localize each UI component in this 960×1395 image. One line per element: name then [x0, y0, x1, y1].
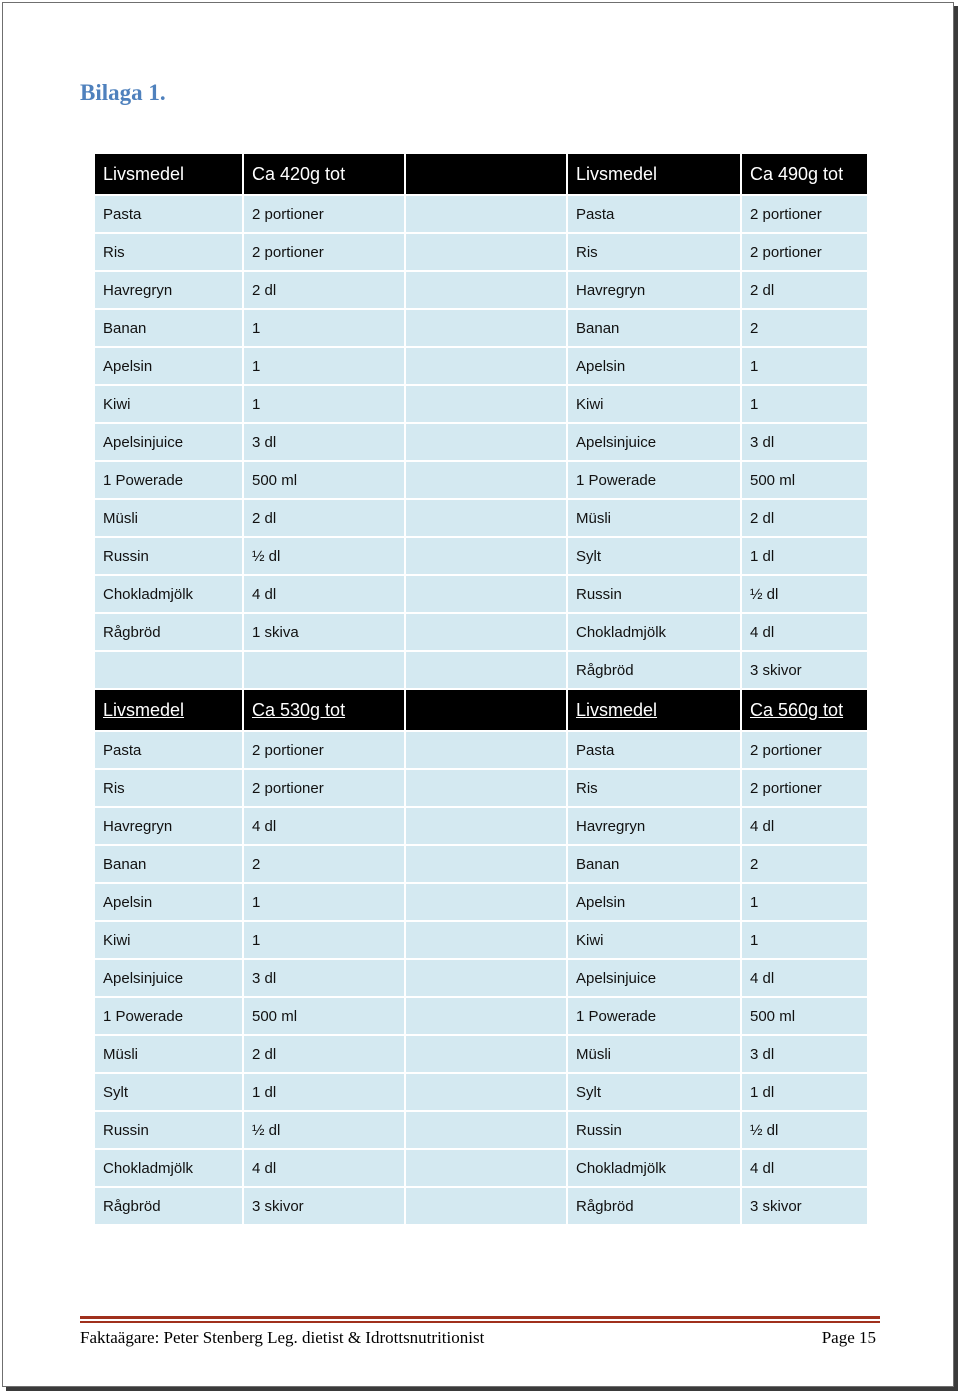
table-cell — [406, 770, 566, 806]
appendix-heading: Bilaga 1. — [80, 80, 166, 105]
table-cell: 2 portioner — [742, 732, 867, 768]
table-cell: Sylt — [568, 538, 740, 574]
table-cell: Chokladmjölk — [95, 1150, 242, 1186]
table-cell: Kiwi — [568, 386, 740, 422]
table-cell — [406, 884, 566, 920]
table-cell: Russin — [568, 1112, 740, 1148]
table-row — [95, 884, 867, 920]
table-cell: Kiwi — [95, 386, 242, 422]
table-cell: ½ dl — [244, 1112, 404, 1148]
table-cell: 2 — [742, 846, 867, 882]
table-cell: 2 portioner — [244, 234, 404, 270]
header-cell — [406, 154, 566, 194]
table-row — [95, 652, 867, 688]
table-cell: 1 skiva — [244, 614, 404, 650]
table-cell: Chokladmjölk — [568, 614, 740, 650]
table-cell: Apelsin — [95, 884, 242, 920]
header-cell: Ca 490g tot — [742, 154, 867, 194]
table-cell: 1 Powerade — [95, 462, 242, 498]
table-cell: Havregryn — [568, 808, 740, 844]
table-cell: Chokladmjölk — [95, 576, 242, 612]
table-cell: Sylt — [568, 1074, 740, 1110]
table-cell: 3 skivor — [742, 1188, 867, 1224]
table-cell: 500 ml — [742, 462, 867, 498]
table-cell: 4 dl — [742, 1150, 867, 1186]
table-cell: 1 dl — [244, 1074, 404, 1110]
table-cell: 3 dl — [244, 960, 404, 996]
table-cell: 3 skivor — [244, 1188, 404, 1224]
table-cell: ½ dl — [742, 1112, 867, 1148]
table-cell: 1 Powerade — [568, 998, 740, 1034]
table-cell: Kiwi — [568, 922, 740, 958]
table-cell — [406, 922, 566, 958]
footer-rule — [80, 1316, 880, 1319]
table-row — [95, 310, 867, 346]
table-cell: Banan — [568, 310, 740, 346]
table-row — [95, 732, 867, 768]
table-cell — [406, 960, 566, 996]
table-cell: 2 — [244, 846, 404, 882]
table-cell: 3 skivor — [742, 652, 867, 688]
table-row — [95, 348, 867, 384]
table-header-row — [95, 690, 867, 730]
header-cell: Livsmedel — [568, 154, 740, 194]
table-row — [95, 386, 867, 422]
table-cell: Pasta — [95, 196, 242, 232]
header-cell: Livsmedel — [95, 154, 242, 194]
table-cell — [406, 1188, 566, 1224]
table-row — [95, 998, 867, 1034]
table-cell: 4 dl — [742, 960, 867, 996]
table-cell: 2 dl — [244, 272, 404, 308]
table-cell: Banan — [568, 846, 740, 882]
table-cell: 4 dl — [742, 808, 867, 844]
footer-rule — [80, 1321, 880, 1323]
table-row — [95, 500, 867, 536]
food-table — [93, 152, 869, 1226]
table-cell: Banan — [95, 846, 242, 882]
table-cell: Havregryn — [568, 272, 740, 308]
table-cell: Ris — [95, 234, 242, 270]
header-cell: Ca 530g tot — [244, 690, 404, 730]
table-header-row — [95, 154, 867, 194]
table-cell: Müsli — [568, 1036, 740, 1072]
table-cell: 4 dl — [244, 576, 404, 612]
table-row — [95, 846, 867, 882]
table-cell: Sylt — [95, 1074, 242, 1110]
table-cell: Ris — [568, 770, 740, 806]
header-cell — [406, 690, 566, 730]
table-cell: 1 dl — [742, 1074, 867, 1110]
table-cell: 1 — [742, 884, 867, 920]
table-cell: Russin — [95, 1112, 242, 1148]
table-cell: Rågbröd — [568, 652, 740, 688]
table-cell: 3 dl — [244, 424, 404, 460]
table-cell — [406, 234, 566, 270]
table-row — [95, 234, 867, 270]
table-cell: 2 portioner — [244, 196, 404, 232]
table-cell: 2 portioner — [244, 770, 404, 806]
table-cell: Rågbröd — [95, 1188, 242, 1224]
table-cell: 1 Powerade — [568, 462, 740, 498]
header-cell: Ca 420g tot — [244, 154, 404, 194]
table-row — [95, 1150, 867, 1186]
table-row — [95, 808, 867, 844]
table-cell — [406, 614, 566, 650]
table-cell: Rågbröd — [95, 614, 242, 650]
table-row — [95, 576, 867, 612]
table-cell: 1 — [244, 386, 404, 422]
table-cell: 500 ml — [244, 462, 404, 498]
table-cell — [406, 1150, 566, 1186]
table-cell: Rågbröd — [568, 1188, 740, 1224]
table-cell: Pasta — [568, 732, 740, 768]
header-cell: Livsmedel — [568, 690, 740, 730]
table-cell: Apelsinjuice — [95, 960, 242, 996]
table-row — [95, 1074, 867, 1110]
page-number: Page 15 — [821, 1328, 876, 1347]
table-row — [95, 960, 867, 996]
table-cell: 2 portioner — [742, 234, 867, 270]
table-cell: 4 dl — [244, 1150, 404, 1186]
table-cell: Müsli — [568, 500, 740, 536]
table-cell: 4 dl — [244, 808, 404, 844]
table-cell: 1 — [244, 310, 404, 346]
table-cell: Kiwi — [95, 922, 242, 958]
table-cell: Pasta — [95, 732, 242, 768]
table-cell — [406, 846, 566, 882]
table-cell: 2 — [742, 310, 867, 346]
table-cell: Ris — [568, 234, 740, 270]
table-cell: 4 dl — [742, 614, 867, 650]
table-cell — [406, 386, 566, 422]
table-cell: 3 dl — [742, 424, 867, 460]
table-cell — [406, 576, 566, 612]
table-cell — [406, 424, 566, 460]
table-row — [95, 922, 867, 958]
table-row — [95, 462, 867, 498]
table-cell: 1 — [742, 386, 867, 422]
table-cell: 500 ml — [742, 998, 867, 1034]
table-row — [95, 424, 867, 460]
table-cell — [244, 652, 404, 688]
table-cell: Ris — [95, 770, 242, 806]
table-cell: 3 dl — [742, 1036, 867, 1072]
table-cell: Apelsinjuice — [568, 960, 740, 996]
table-row — [95, 1188, 867, 1224]
table-cell: ½ dl — [742, 576, 867, 612]
table-cell: Havregryn — [95, 272, 242, 308]
table-row — [95, 538, 867, 574]
table-cell: 2 portioner — [742, 196, 867, 232]
table-cell: Pasta — [568, 196, 740, 232]
table-row — [95, 272, 867, 308]
table-cell: Apelsinjuice — [95, 424, 242, 460]
table-cell: Apelsinjuice — [568, 424, 740, 460]
table-cell: Russin — [568, 576, 740, 612]
table-cell: Apelsin — [568, 348, 740, 384]
footer-owner: Faktaägare: Peter Stenberg Leg. dietist & Idrottsnutritionist — [80, 1328, 485, 1347]
table-cell — [406, 1036, 566, 1072]
table-cell — [406, 500, 566, 536]
table-row — [95, 1112, 867, 1148]
table-cell — [406, 272, 566, 308]
table-cell: 2 dl — [742, 272, 867, 308]
table-cell — [406, 1074, 566, 1110]
table-row — [95, 614, 867, 650]
table-cell: 1 Powerade — [95, 998, 242, 1034]
table-cell — [406, 462, 566, 498]
table-cell: 1 — [244, 884, 404, 920]
table-cell: Chokladmjölk — [568, 1150, 740, 1186]
table-cell: 2 dl — [742, 500, 867, 536]
table-cell: 2 dl — [244, 500, 404, 536]
table-cell: Apelsin — [568, 884, 740, 920]
table-cell — [406, 1112, 566, 1148]
table-cell: 1 — [742, 348, 867, 384]
header-cell: Ca 560g tot — [742, 690, 867, 730]
table-cell — [406, 808, 566, 844]
table-row — [95, 196, 867, 232]
table-cell — [406, 348, 566, 384]
table-cell: 1 — [244, 348, 404, 384]
table-cell: Russin — [95, 538, 242, 574]
table-cell: 1 — [742, 922, 867, 958]
table-cell: 1 — [244, 922, 404, 958]
table-row — [95, 1036, 867, 1072]
table-cell: Havregryn — [95, 808, 242, 844]
table-cell: 2 portioner — [742, 770, 867, 806]
table-cell: Apelsin — [95, 348, 242, 384]
header-cell: Livsmedel — [95, 690, 242, 730]
table-cell — [406, 652, 566, 688]
table-cell: 2 dl — [244, 1036, 404, 1072]
table-cell: Banan — [95, 310, 242, 346]
table-row — [95, 770, 867, 806]
table-cell — [406, 998, 566, 1034]
table-cell — [406, 538, 566, 574]
table-cell — [406, 310, 566, 346]
table-cell — [95, 652, 242, 688]
table-cell: ½ dl — [244, 538, 404, 574]
table-cell: Müsli — [95, 1036, 242, 1072]
table-cell: Müsli — [95, 500, 242, 536]
table-cell — [406, 732, 566, 768]
table-cell: 500 ml — [244, 998, 404, 1034]
table-cell — [406, 196, 566, 232]
table-cell: 2 portioner — [244, 732, 404, 768]
table-cell: 1 dl — [742, 538, 867, 574]
